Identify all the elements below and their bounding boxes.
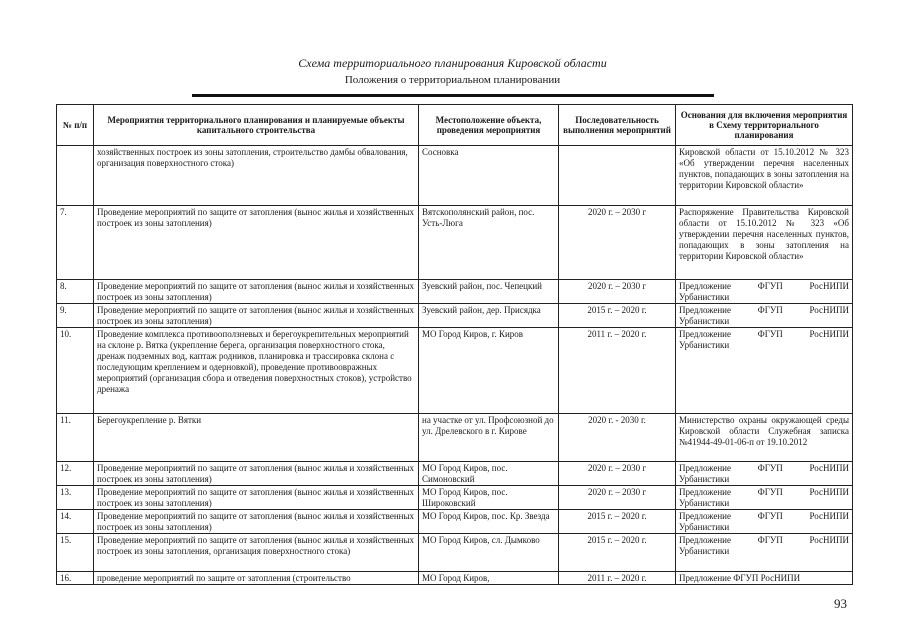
row-basis: Министерство охраны окружающей среды Кировской области Служебная записка №41944-49-01-06-п от 19.10.2012: [676, 414, 853, 462]
header-rule: [192, 94, 714, 97]
table-row: [57, 328, 853, 414]
table-row: [57, 146, 853, 206]
table-header-row: [57, 105, 853, 146]
row-measure: Проведение мероприятий по защите от затопления (вынос жилья и хозяйственных построек из зоны затопления): [94, 486, 419, 510]
row-measure: Проведение комплекса противооползневых и берегоукрепительных мероприятий на склоне р. Вятка (укрепление берега, организация поверхностного стока, дренаж подземных вод, каптаж родников, планировка и трассировка склона с последующим креплением и одерновкой), проведение противоовражных мероприятий (организация сбора и отведения поверхностных стоков), устройство дренажа: [94, 328, 419, 414]
row-number: 7.: [57, 206, 94, 280]
row-number: 10.: [57, 328, 94, 414]
table-row: [57, 414, 853, 462]
row-number: 12.: [57, 462, 94, 486]
document-title: Схема территориального планирования Кировской области: [298, 56, 607, 70]
row-period: 2020 г. – 2030 г: [559, 280, 676, 304]
row-location: МО Город Киров, г. Киров: [419, 328, 559, 414]
row-location: на участке от ул. Профсоюзной до ул. Дрелевского в г. Кирове: [419, 414, 559, 462]
row-period: 2015 г. – 2020 г.: [559, 510, 676, 534]
row-location: Зуевский район, дер. Присядка: [419, 304, 559, 328]
row-location: МО Город Киров, пос. Симоновский: [419, 462, 559, 486]
row-period: 2020 г. - 2030 г.: [559, 414, 676, 462]
row-basis: Кировской области от 15.10.2012 № 323 «Об утверждении перечня населенных пунктов, попадающих в зоны затопления на территории Кировской области»: [676, 146, 853, 206]
measures-table: [56, 104, 853, 585]
row-location: МО Город Киров, сл. Дымково: [419, 534, 559, 572]
row-period: [559, 146, 676, 206]
row-number: 9.: [57, 304, 94, 328]
table-row: [57, 280, 853, 304]
table-row: [57, 462, 853, 486]
table-row: [57, 304, 853, 328]
table-row: [57, 534, 853, 572]
row-location: Вятскополянский район, пос. Усть-Люга: [419, 206, 559, 280]
row-location: Сосновка: [419, 146, 559, 206]
row-basis: Предложение ФГУП РосНИПИ Урбанистики: [676, 304, 853, 328]
column-header-basis: Основания для включения мероприятия в Схему территориального планирования: [676, 105, 853, 146]
row-measure: Проведение мероприятий по защите от затопления (вынос жилья и хозяйственных построек из зоны затопления): [94, 280, 419, 304]
row-measure: хозяйственных построек из зоны затопления, строительство дамбы обвалования, организация поверхностного стока): [94, 146, 419, 206]
row-location: МО Город Киров,: [419, 572, 559, 585]
row-period: 2020 г. – 2030 г: [559, 462, 676, 486]
row-basis: Предложение ФГУП РосНИПИ Урбанистики: [676, 280, 853, 304]
row-basis: Предложение ФГУП РосНИПИ Урбанистики: [676, 486, 853, 510]
row-basis: Распоряжение Правительства Кировской области от 15.10.2012 № 323 «Об утверждении перечня населенных пунктов, попадающих в зоны затопления на территории Кировской области»: [676, 206, 853, 280]
row-period: 2011 г. – 2020 г.: [559, 328, 676, 414]
row-measure: Проведение мероприятий по защите от затопления (вынос жилья и хозяйственных построек из зоны затопления): [94, 304, 419, 328]
row-measure: Берегоукрепление р. Вятки: [94, 414, 419, 462]
row-basis: Предложение ФГУП РосНИПИ Урбанистики: [676, 534, 853, 572]
column-header-measure: Мероприятия территориального планирования и планируемые объекты капитального строительства: [94, 105, 419, 146]
table-row: [57, 572, 853, 585]
row-number: 13.: [57, 486, 94, 510]
row-location: Зуевский район, пос. Чепецкий: [419, 280, 559, 304]
row-number: [57, 146, 94, 206]
row-measure: Проведение мероприятий по защите от затопления (вынос жилья и хозяйственных построек из зоны затопления): [94, 510, 419, 534]
column-header-location: Местоположение объекта, проведения мероприятия: [419, 105, 559, 146]
row-period: 2020 г. – 2030 г: [559, 206, 676, 280]
row-number: 11.: [57, 414, 94, 462]
column-header-period: Последовательность выполнения мероприятий: [559, 105, 676, 146]
document-subtitle: Положения о территориальном планировании: [344, 74, 561, 86]
row-period: 2015 г. – 2020 г.: [559, 304, 676, 328]
row-basis: Предложение ФГУП РосНИПИ Урбанистики: [676, 462, 853, 486]
row-number: 15.: [57, 534, 94, 572]
row-period: 2015 г. – 2020 г.: [559, 534, 676, 572]
row-number: 16.: [57, 572, 94, 585]
row-period: 2020 г. – 2030 г: [559, 486, 676, 510]
table-row: [57, 206, 853, 280]
row-basis: Предложение ФГУП РосНИПИ Урбанистики: [676, 328, 853, 414]
row-measure: Проведение мероприятий по защите от затопления (вынос жилья и хозяйственных построек из зоны затопления): [94, 462, 419, 486]
row-measure: Проведение мероприятий по защите от затопления (вынос жилья и хозяйственных построек из зоны затопления, организация поверхностного стока): [94, 534, 419, 572]
row-period: 2011 г. – 2020 г.: [559, 572, 676, 585]
table-row: [57, 510, 853, 534]
row-measure: проведение мероприятий по защите от затопления (строительство: [94, 572, 419, 585]
table-row: [57, 486, 853, 510]
row-measure: Проведение мероприятий по защите от затопления (вынос жилья и хозяйственных построек из зоны затопления): [94, 206, 419, 280]
row-number: 8.: [57, 280, 94, 304]
row-basis: Предложение ФГУП РосНИПИ Урбанистики: [676, 510, 853, 534]
column-header-number: № п/п: [57, 105, 94, 146]
row-number: 14.: [57, 510, 94, 534]
row-location: МО Город Киров, пос. Кр. Звезда: [419, 510, 559, 534]
row-basis: Предложение ФГУП РосНИПИ: [676, 572, 853, 585]
row-location: МО Город Киров, пос. Широковский: [419, 486, 559, 510]
page-number: 93: [834, 596, 847, 611]
